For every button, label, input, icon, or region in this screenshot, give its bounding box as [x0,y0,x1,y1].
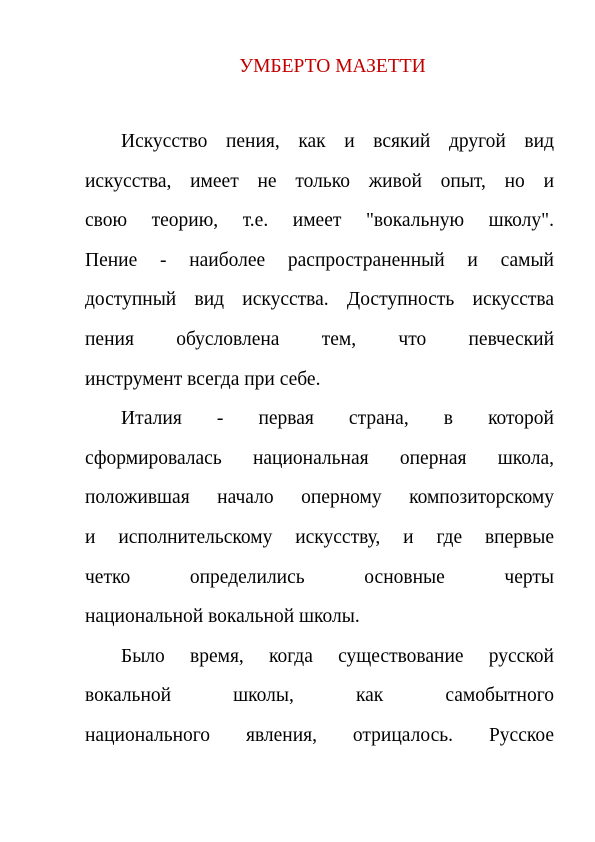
text-line: национального явления, отрицалось. Русское [85,724,554,746]
text-line: Пение - наиболее распространенный и самый [85,249,554,271]
text-line: Искусство пения, как и всякий другой вид [121,131,554,152]
text-line: четко определились основные черты [85,566,554,588]
text-line: и исполнительскому искусству, и где впервые [85,526,554,548]
paragraph [85,399,554,637]
text-line: положившая начало оперному композиторскому [85,487,554,509]
text-line: сформировалась национальная оперная школа, [85,447,554,469]
text-line: инструмент всегда при себе. [85,368,321,390]
text-line: пения обусловлена тем, что певческий [85,328,554,350]
text-line: доступный вид искусства. Доступность искусства [85,289,554,311]
text-line: вокальной школы, как самобытного [85,685,554,707]
document-title: УМБЕРТО МАЗЕТТИ [239,56,426,77]
text-line: Италия - первая страна, в которой [121,408,554,430]
text-line: национальной вокальной школы. [85,606,360,628]
text-line: свою теорию, т.е. имеет "вокальную школу". [85,210,554,232]
text-line: Было время, когда существование русской [121,645,554,667]
text-line: искусства, имеет не только живой опыт, но и [85,170,554,192]
paragraph [85,122,554,399]
paragraph [85,637,554,756]
document-body [85,122,554,756]
